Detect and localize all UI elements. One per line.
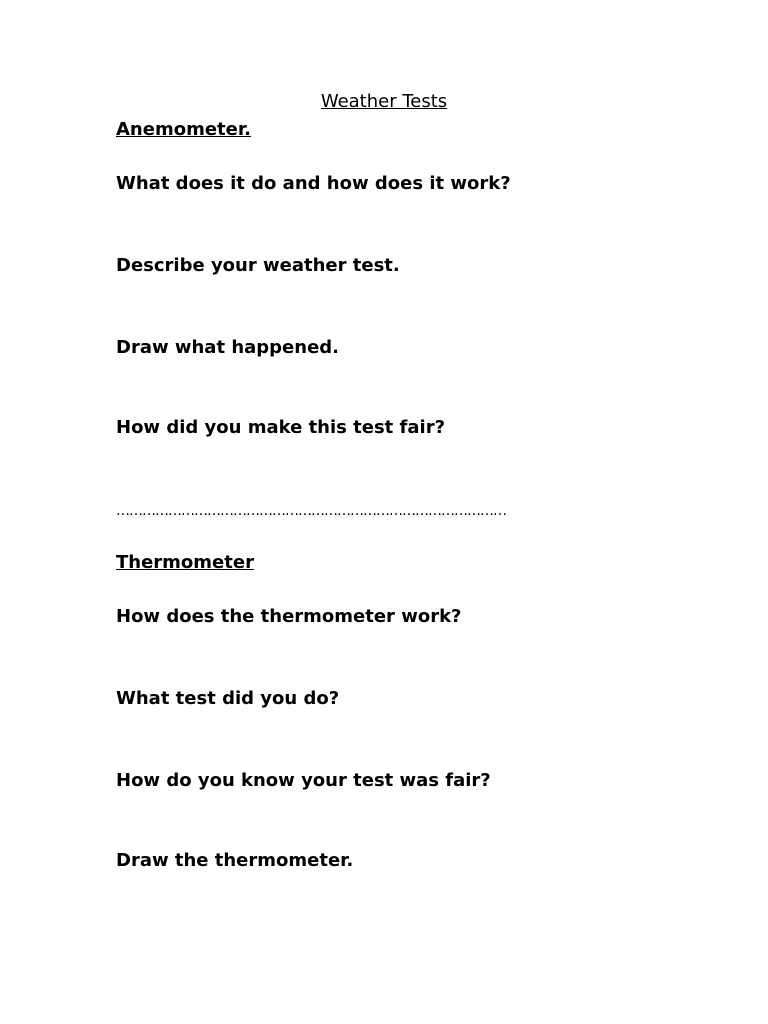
question-thermometer-1: How does the thermometer work?	[116, 606, 462, 627]
section-heading-anemometer: Anemometer.	[116, 119, 251, 140]
question-anemometer-3: Draw what happened.	[116, 337, 340, 358]
question-thermometer-3: How do you know your test was fair?	[116, 770, 491, 791]
question-anemometer-1: What does it do and how does it work?	[116, 173, 511, 194]
question-thermometer-4: Draw the thermometer.	[116, 850, 354, 871]
section-divider: ………………………………………………………………………………	[116, 503, 506, 519]
question-thermometer-2: What test did you do?	[116, 688, 340, 709]
worksheet-title: Weather Tests	[320, 91, 448, 112]
section-heading-thermometer: Thermometer	[116, 552, 254, 573]
question-anemometer-2: Describe your weather test.	[116, 255, 400, 276]
question-anemometer-4: How did you make this test fair?	[116, 417, 446, 438]
